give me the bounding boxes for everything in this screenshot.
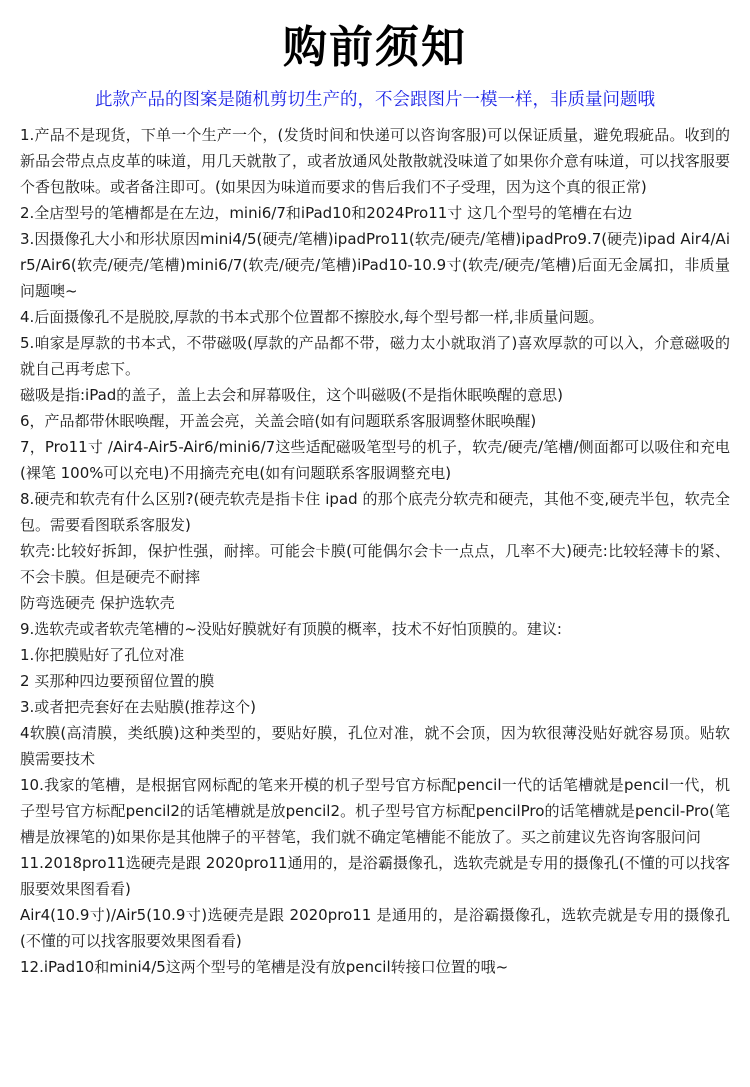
note-2-pen-slot-side: 2.全店型号的笔槽都是在左边，mini6/7和iPad10和2024Pro11寸 这几个型号的笔槽在右边 <box>20 204 633 222</box>
note-11-pro11-camera: 11.2018pro11选硬壳是跟 2020pro11通用的，是浴霸摄像孔，选软壳就是专用的摄像孔(不懂的可以找客服要效果图看看) <box>20 854 730 898</box>
note-8-hard-vs-soft-shell: 8.硬壳和软壳有什么区别?(硬壳软壳是指卡住 ipad 的那个底壳分软壳和硬壳，其他不变,硬壳半包，软壳全包。需要看图联系客服发) <box>20 490 730 534</box>
note-10-pencil-slot: 10.我家的笔槽，是根据官网标配的笔来开模的机子型号官方标配pencil一代的话笔槽就是pencil一代，机子型号官方标配pencil2的话笔槽就是放pencil2。机子型号官方标配pencilPro的话笔槽就是pencil-Pro(笔槽是放裸笔的)如果你是其他牌子的平替笔，我们就不确定笔槽能不能放了。买之前建议先咨询客服问问 <box>20 776 730 846</box>
note-5-no-magnet: 5.咱家是厚款的书本式，不带磁吸(厚款的产品都不带，磁力太小就取消了)喜欢厚款的可以入，介意磁吸的就自己再考虑下。 <box>20 334 730 378</box>
note-shell-comparison: 软壳:比较好拆卸，保护性强，耐摔。可能会卡膜(可能偶尔会卡一点点，几率不大)硬壳:比较轻薄卡的紧、不会卡膜。但是硬壳不耐摔 <box>20 542 730 586</box>
random-pattern-disclaimer: 此款产品的图案是随机剪切生产的，不会跟图片一模一样，非质量问题哦 <box>95 90 655 110</box>
note-tip-2: 2 买那种四边要预留位置的膜 <box>20 672 215 690</box>
note-4-camera-hole: 4.后面摄像孔不是脱胶,厚款的书本式那个位置都不擦胶水,每个型号都一样,非质量问题。 <box>20 308 604 326</box>
note-shell-recommendation: 防弯选硬壳 保护选软壳 <box>20 594 175 612</box>
note-3-no-metal-clasp: 3.因摄像孔大小和形状原因mini4/5(硬壳/笔槽)ipadPro11(软壳/硬壳/笔槽)ipadPro9.7(硬壳)ipad Air4/Air5/Air6(软壳/硬壳/笔槽)mini6/7(软壳/硬壳/笔槽)iPad10-10.9寸(软壳/硬壳/笔槽)后面无金属扣，非质量问题噢~ <box>20 230 730 300</box>
note-1-stock-and-smell: 1.产品不是现货，下单一个生产一个，(发货时间和快递可以咨询客服)可以保证质量，避免瑕疵品。收到的新品会带点点皮革的味道，用几天就散了，或者放通风处散散就没味道了如果你介意有味道，可以找客服要个香包散味。或者备注即可。(如果因为味道而要求的售后我们不子受理，因为这个真的很正常) <box>20 126 730 196</box>
note-tip-4-soft-film: 4软膜(高清膜，类纸膜)这种类型的，要贴好膜，孔位对准，就不会顶，因为软很薄没贴好就容易顶。贴软膜需要技术 <box>20 724 730 768</box>
note-6-sleep-wake: 6，产品都带休眠唤醒，开盖会亮，关盖会暗(如有问题联系客服调整休眠唤醒) <box>20 412 537 430</box>
page-title: 购前须知 <box>283 22 467 73</box>
note-air-camera: Air4(10.9寸)/Air5(10.9寸)选硬壳是跟 2020pro11 是通用的，是浴霸摄像孔，选软壳就是专用的摄像孔(不懂的可以找客服要效果图看看) <box>20 906 730 950</box>
note-tip-3: 3.或者把壳套好在去贴膜(推荐这个) <box>20 698 257 716</box>
note-7-pencil-charging: 7，Pro11寸 /Air4-Air5-Air6/mini6/7这些适配磁吸笔型号的机子，软壳/硬壳/笔槽/侧面都可以吸住和充电(裸笔 100%可以充电)不用摘壳充电(如有问题联系客服调整充电) <box>20 438 730 482</box>
note-12-adapter-slot: 12.iPad10和mini4/5这两个型号的笔槽是没有放pencil转接口位置的哦~ <box>20 958 509 976</box>
note-magnet-definition: 磁吸是指:iPad的盖子，盖上去会和屏幕吸住，这个叫磁吸(不是指休眠唤醒的意思) <box>20 386 564 404</box>
note-9-screen-protector: 9.选软壳或者软壳笔槽的~没贴好膜就好有顶膜的概率，技术不好怕顶膜的。建议: <box>20 620 562 638</box>
note-tip-1: 1.你把膜贴好了孔位对准 <box>20 646 185 664</box>
purchase-notes-list <box>20 122 730 980</box>
